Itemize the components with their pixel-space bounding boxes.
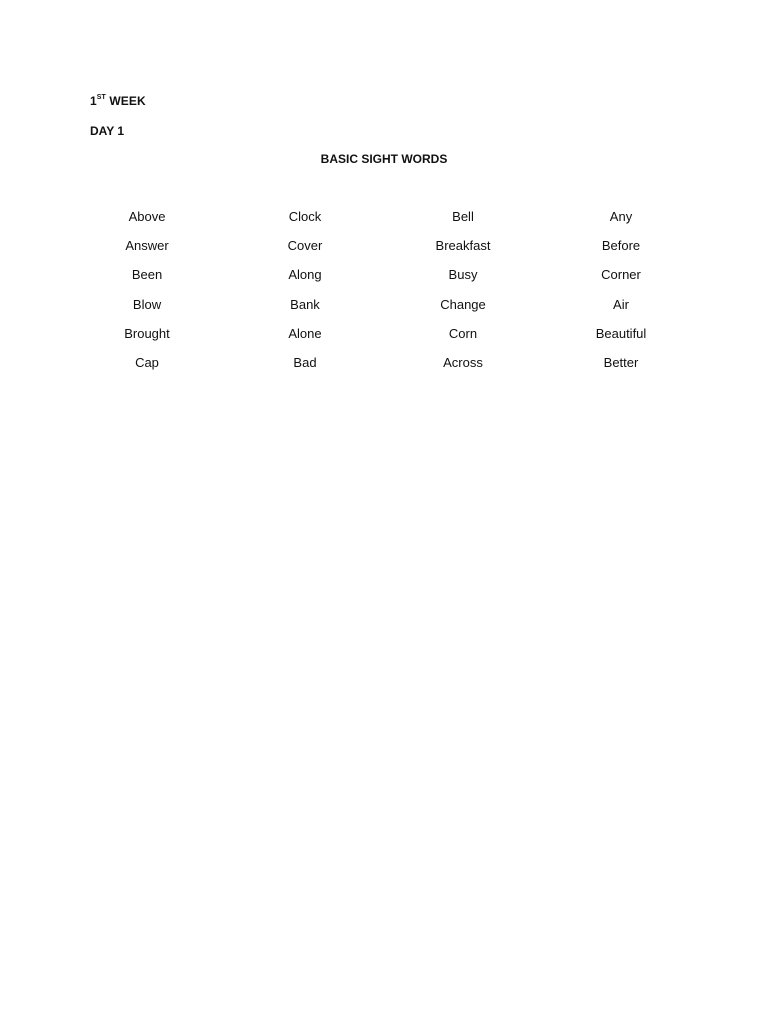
week-number: 1 xyxy=(90,94,97,108)
week-heading xyxy=(90,94,146,108)
sight-word: Clock xyxy=(288,209,322,224)
sight-word: Busy xyxy=(448,267,478,283)
sight-word: Bell xyxy=(452,209,474,224)
sight-word: Beautiful xyxy=(595,325,647,341)
week-ordinal-suffix: ST xyxy=(96,94,106,101)
sight-word: Blow xyxy=(132,296,162,312)
week-label: WEEK xyxy=(105,94,146,108)
sight-word: Above xyxy=(128,209,166,224)
sight-word: Answer xyxy=(125,238,169,254)
sight-word: Corner xyxy=(601,267,641,283)
sight-word: Along xyxy=(288,267,322,283)
sight-word: Brought xyxy=(124,325,170,341)
sight-word: Across xyxy=(443,354,483,370)
sight-word: Before xyxy=(601,238,641,254)
sight-word: Bad xyxy=(293,354,317,370)
sight-word: Been xyxy=(131,267,163,283)
sight-word: Cover xyxy=(287,238,323,254)
day-heading: DAY 1 xyxy=(90,124,125,138)
sight-word: Alone xyxy=(288,325,322,341)
sight-word: Bank xyxy=(290,296,320,312)
sight-word: Cap xyxy=(135,354,159,370)
sight-word: Air xyxy=(613,296,629,312)
sight-word: Better xyxy=(603,354,639,370)
page-title: BASIC SIGHT WORDS xyxy=(320,152,448,166)
sight-word: Change xyxy=(440,296,486,312)
sight-word: Breakfast xyxy=(435,238,491,254)
sight-word: Any xyxy=(609,209,633,224)
sight-words-table xyxy=(68,202,700,377)
sight-word: Corn xyxy=(448,325,478,341)
